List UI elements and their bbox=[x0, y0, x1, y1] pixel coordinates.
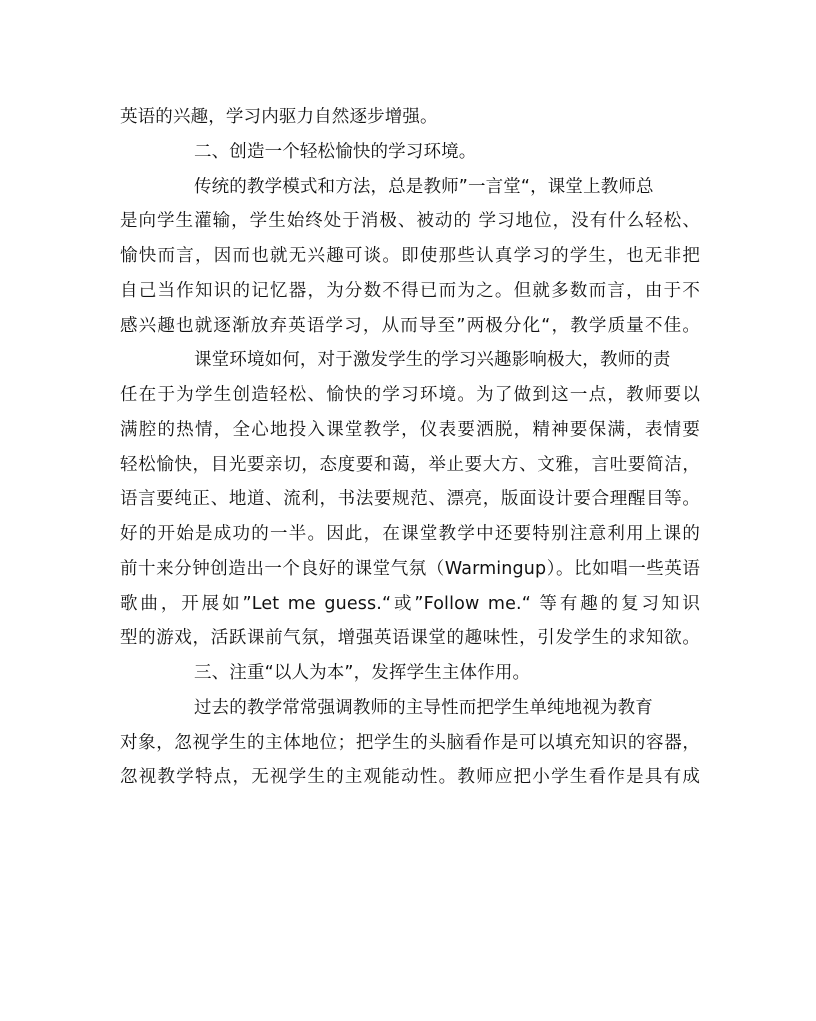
body-text bbox=[120, 100, 700, 795]
paragraph-line: 语言要纯正、地道、流利，书法要规范、漂亮，版面设计要合理醒目等。 bbox=[120, 489, 700, 510]
paragraph-line: 型的游戏，活跃课前气氛，增强英语课堂的趣味性，引发学生的求知欲。 bbox=[120, 628, 700, 649]
paragraph-line: 自己当作知识的记忆器，为分数不得已而为之。但就多数而言，由于不 bbox=[120, 280, 700, 301]
paragraph-line: 前十来分钟创造出一个良好的课堂气氛（Warmingup）。比如唱一些英语 bbox=[120, 558, 700, 579]
paragraph-line: 轻松愉快，目光要亲切，态度要和蔼，举止要大方、文雅，言吐要简洁， bbox=[120, 454, 700, 475]
paragraph-line: 对象，忽视学生的主体地位；把学生的头脑看作是可以填充知识的容器， bbox=[120, 732, 700, 753]
section-heading: 三、注重“以人为本”，发挥学生主体作用。 bbox=[194, 663, 531, 683]
paragraph-line: 任在于为学生创造轻松、愉快的学习环境。为了做到这一点，教师要以 bbox=[120, 385, 700, 405]
paragraph-line: 课堂环境如何，对于激发学生的学习兴趣影响极大，教师的责 bbox=[194, 350, 671, 371]
paragraph-line: 传统的教学模式和方法，总是教师”一言堂“，课堂上教师总 bbox=[194, 176, 654, 197]
paragraph-line: 忽视教学特点，无视学生的主观能动性。教师应把小学生看作是具有成 bbox=[120, 767, 700, 788]
section-heading: 二、创造一个轻松愉快的学习环境。 bbox=[194, 141, 477, 162]
paragraph-line: 满腔的热情，全心地投入课堂教学，仪表要洒脱，精神要保满，表情要 bbox=[120, 419, 700, 440]
paragraph-line: 过去的教学常常强调教师的主导性而把学生单纯地视为教育 bbox=[194, 697, 653, 718]
paragraph-line: 感兴趣也就逐渐放弃英语学习，从而导至”两极分化“，教学质量不佳。 bbox=[120, 315, 700, 336]
paragraph-line: 英语的兴趣，学习内驱力自然逐步增强。 bbox=[120, 107, 438, 127]
paragraph-line: 歌曲，开展如”Let me guess.“或”Follow me.“ 等有趣的复习知识 bbox=[120, 593, 700, 614]
paragraph-line: 是向学生灌输，学生始终处于消极、被动的 学习地位，没有什么轻松、 bbox=[120, 211, 700, 232]
paragraph-line: 好的开始是成功的一半。因此，在课堂教学中还要特别注意利用上课的 bbox=[120, 524, 700, 544]
paragraph-line: 愉快而言，因而也就无兴趣可谈。即使那些认真学习的学生，也无非把 bbox=[120, 246, 700, 266]
